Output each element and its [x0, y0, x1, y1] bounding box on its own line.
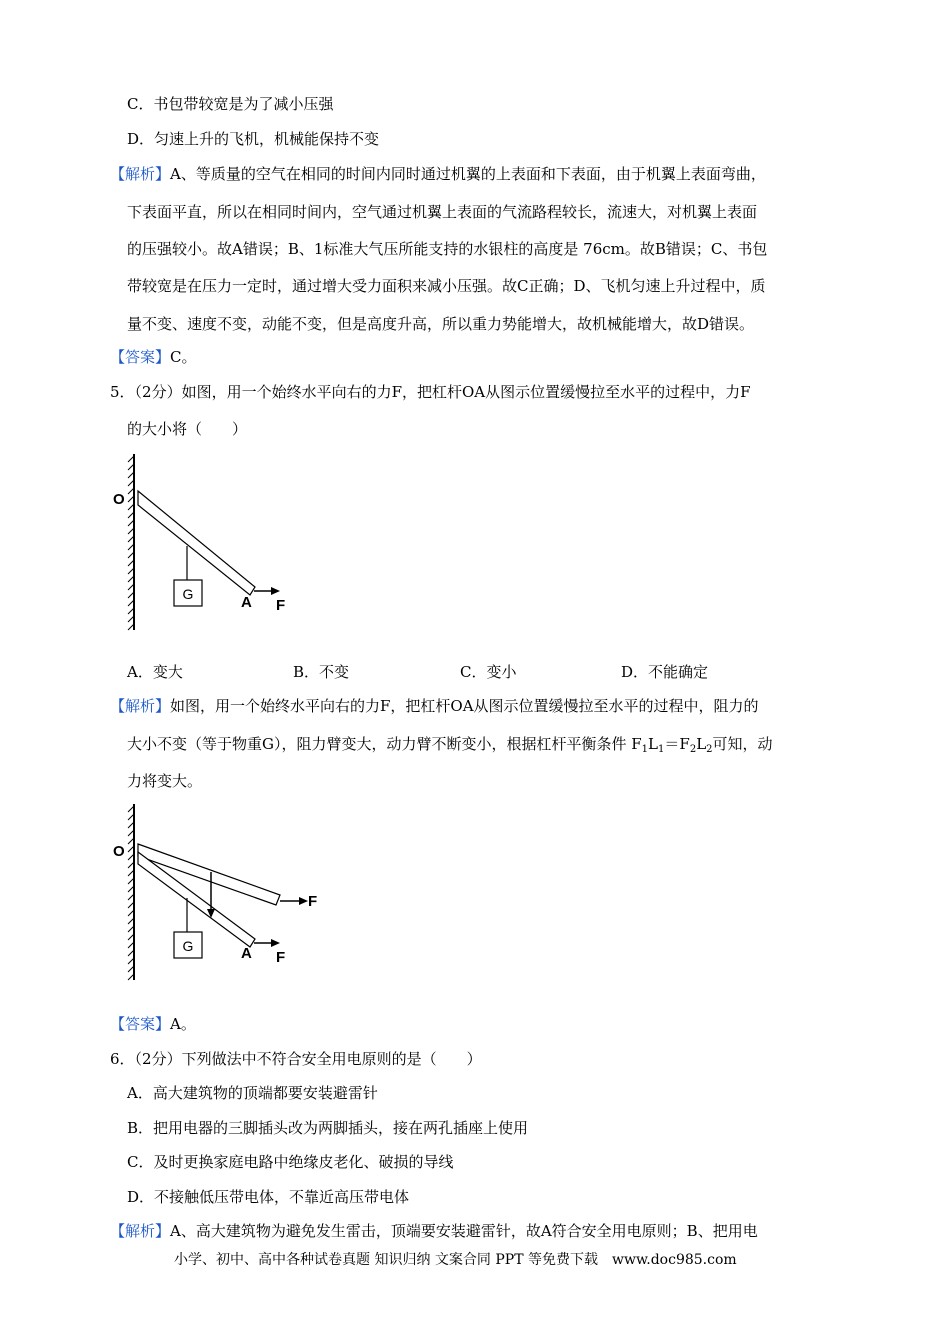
q6-option-c: C．及时更换家庭电路中绝缘皮老化、破损的导线 — [127, 1153, 454, 1171]
q6-analysis-line-1 — [110, 1220, 758, 1242]
analysis-tag: 【解析】 — [110, 697, 171, 715]
analysis-text: A、等质量的空气在相同的时间内同时通过机翼的上表面和下表面，由于机翼上表面弯曲， — [170, 165, 766, 183]
analysis-text: A、高大建筑物为避免发生雷击，顶端要安装避雷针，故A符合安全用电原则；B、把用电 — [170, 1222, 758, 1240]
label-G: G — [182, 586, 194, 602]
q6-option-b: B．把用电器的三脚插头改为两脚插头，接在两孔插座上使用 — [127, 1119, 529, 1137]
q5-option-d: D．不能确定 — [621, 663, 709, 681]
q5-option-c: C．变小 — [460, 663, 517, 681]
q4-analysis-line-3: 的压强较小。故A错误；B、1标准大气压所能支持的水银柱的高度是 76cm。故B错误；C、书包 — [127, 240, 768, 258]
q4-analysis-line-1 — [110, 163, 766, 185]
subscript: 2 — [706, 744, 713, 755]
q6-stem: 6．（2分）下列做法中不符合安全用电原则的是（ ） — [110, 1050, 482, 1068]
answer-tag: 【答案】 — [110, 348, 171, 366]
q5-stem-line-2: 的大小将（ ） — [127, 420, 248, 438]
label-F-lower: F — [276, 949, 286, 966]
label-A: A — [241, 594, 252, 611]
q5-option-a: A．变大 — [127, 663, 183, 681]
analysis-text: 可知，动 — [712, 735, 773, 753]
analysis-text: 大小不变（等于物重G），阻力臂变大，动力臂不断变小，根据杠杆平衡条件 F — [127, 735, 642, 753]
analysis-text: L — [696, 735, 707, 753]
label-O: O — [113, 843, 125, 860]
answer-tag: 【答案】 — [110, 1015, 171, 1033]
q5-answer — [110, 1013, 196, 1035]
q6-option-d: D．不接触低压带电体，不靠近高压带电体 — [127, 1188, 410, 1206]
q4-option-c: C．书包带较宽是为了减小压强 — [127, 95, 334, 113]
q5-analysis-line-1 — [110, 695, 759, 717]
subscript: 2 — [689, 744, 697, 755]
q5-analysis-line-2 — [127, 733, 773, 761]
q6-option-a: A．高大建筑物的顶端都要安装避雷针 — [127, 1084, 378, 1102]
answer-text: C。 — [170, 348, 197, 366]
label-A: A — [241, 945, 252, 962]
q5-stem-line-1: 5．（2分）如图，用一个始终水平向右的力F，把杠杆OA从图示位置缓慢拉至水平的过程中，力F — [110, 383, 751, 401]
label-F-upper: F — [308, 893, 318, 910]
label-F: F — [276, 597, 286, 614]
analysis-text: ＝F — [664, 735, 690, 753]
answer-text: A。 — [170, 1015, 196, 1033]
analysis-text: L — [648, 735, 659, 753]
q4-option-d: D．匀速上升的飞机，机械能保持不变 — [127, 130, 380, 148]
subscript: 1 — [658, 744, 665, 755]
q4-analysis-line-4: 带较宽是在压力一定时，通过增大受力面积来减小压强。故C正确；D、飞机匀速上升过程中，质 — [127, 277, 766, 295]
q4-analysis-line-5: 量不变、速度不变，动能不变，但是高度升高，所以重力势能增大，故机械能增大，故D错误。 — [127, 315, 755, 333]
q4-analysis-line-2: 下表面平直，所以在相同时间内，空气通过机翼上表面的气流路程较长，流速大，对机翼上表面 — [127, 203, 758, 221]
page-footer: 小学、初中、高中各种试卷真题 知识归纳 文案合同 PPT 等免费下载 www.doc985.com — [174, 1252, 737, 1268]
label-O: O — [113, 491, 125, 508]
subscript: 1 — [641, 744, 649, 755]
q4-answer — [110, 346, 197, 368]
analysis-tag: 【解析】 — [110, 1222, 171, 1240]
analysis-text: 如图，用一个始终水平向右的力F，把杠杆OA从图示位置缓慢拉至水平的过程中，阻力的 — [170, 697, 759, 715]
lever-figure-2 — [108, 800, 338, 985]
q5-analysis-line-3: 力将变大。 — [127, 772, 203, 790]
label-G: G — [182, 938, 194, 954]
analysis-tag: 【解析】 — [110, 165, 171, 183]
q5-option-b: B．不变 — [293, 663, 350, 681]
lever-figure-1 — [108, 450, 308, 635]
